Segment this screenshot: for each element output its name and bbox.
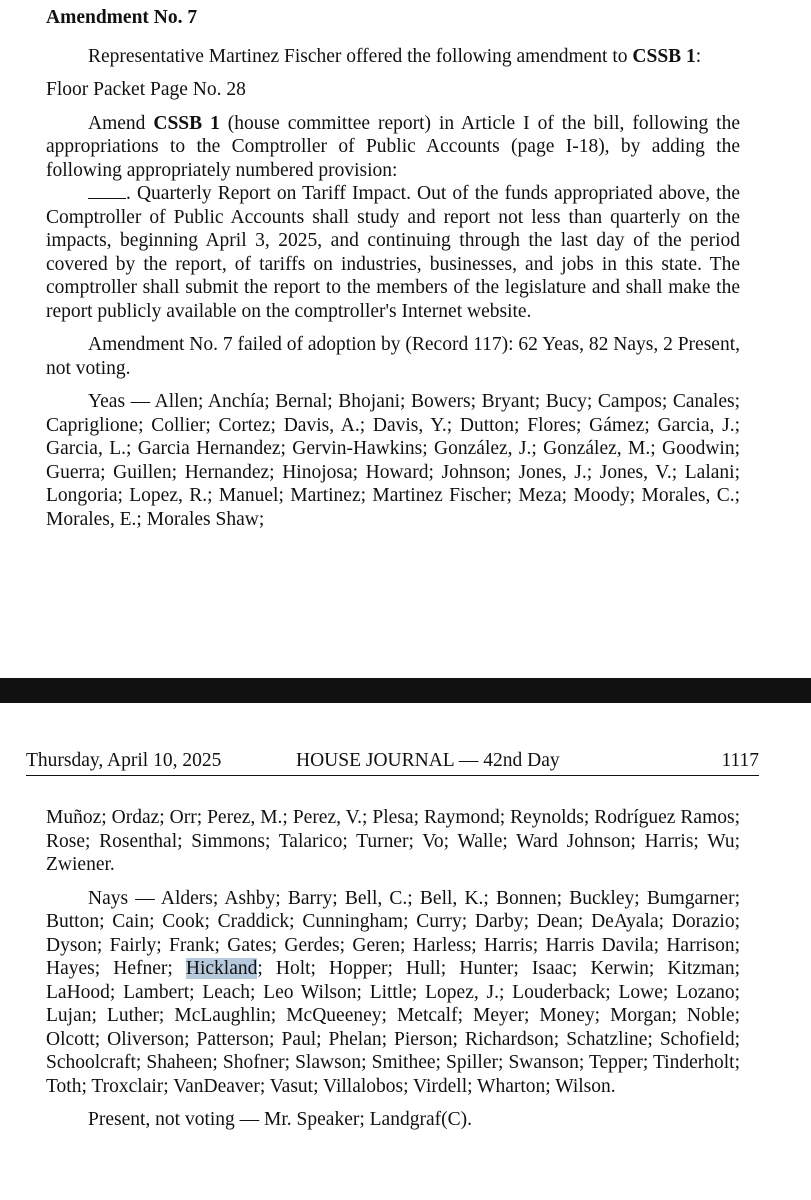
journal-page-bottom	[0, 703, 811, 1200]
header-date: Thursday, April 10, 2025	[26, 750, 222, 771]
header-page-number: 1117	[721, 750, 759, 771]
nays-list: Nays — Alders; Ashby; Barry; Bell, C.; Bell, K.; Bonnen; Buckley; Bumgarner; Button; Cain; Cook; Craddick; Cunningham; Curry; Darby; Dean; DeAyala; Dorazio; Dyson; Fairly; Frank; Gates; Gerdes; Geren; Harless; Harris; Harris Davila; Harrison; Hayes; Hefner; Hickland; Holt; Hopper; Hull; Hunter; Isaac; Kerwin; Kitzman; LaHood; Lambert; Leach; Leo Wilson; Little; Lopez, J.; Louderback; Lowe; Lozano; Lujan; Luther; McLaughlin; McQueeney; Metcalf; Meyer; Money; Morgan; Noble; Olcott; Oliverson; Patterson; Paul; Phelan; Pierson; Richardson; Schatzline; Schofield; Schoolcraft; Shaheen; Shofner; Slawson; Smithee; Spiller; Swanson; Tepper; Tinderholt; Toth; Troxclair; VanDeaver; Vasut; Villalobos; Virdell; Wharton; Wilson.	[46, 887, 740, 1097]
highlighted-name[interactable]: Hickland	[185, 958, 258, 979]
offer-paragraph: Representative Martinez Fischer offered the following amendment to CSSB 1:	[88, 45, 702, 67]
provision-paragraph: . Quarterly Report on Tariff Impact. Out of the funds appropriated above, the Comptroller of Public Accounts shall study and report not less than quarterly on the impacts, beginning April 3, 2025, and continuing through the last day of the period covered by the report, of tariffs on industries, businesses, and jobs in this state. The comptroller shall submit the report to the members of the legislature and shall make the report publicly available on the comptroller's Internet website.	[46, 183, 740, 322]
yeas-list-continued: Muñoz; Ordaz; Orr; Perez, M.; Perez, V.; Plesa; Raymond; Reynolds; Rodríguez Ramos; Rose; Rosenthal; Simmons; Talarico; Turner; Vo; Walle; Ward Johnson; Harris; Wu; Zwiener.	[46, 807, 740, 875]
amendment-title: Amendment No. 7	[46, 7, 198, 28]
floor-packet: Floor Packet Page No. 28	[46, 79, 246, 100]
votes-body	[46, 806, 740, 1132]
number-blank	[88, 184, 126, 199]
header-journal: HOUSE JOURNAL — 42nd Day	[296, 750, 560, 771]
vote-result: Amendment No. 7 failed of adoption by (Record 117): 62 Yeas, 82 Nays, 2 Present, not voting.	[46, 334, 740, 379]
page-break-divider	[0, 678, 811, 703]
present-not-voting: Present, not voting — Mr. Speaker; Landgraf(C).	[88, 1109, 472, 1130]
running-header	[26, 745, 759, 776]
amendment-body	[46, 6, 740, 531]
yeas-list: Yeas — Allen; Anchía; Bernal; Bhojani; Bowers; Bryant; Bucy; Campos; Canales; Capriglione; Collier; Cortez; Davis, A.; Davis, Y.; Dutton; Flores; Gámez; Garcia, J.; Garcia, L.; Garcia Hernandez; Gervin-Hawkins; González, J.; González, M.; Goodwin; Guerra; Guillen; Hernandez; Hinojosa; Howard; Johnson; Jones, J.; Jones, V.; Lalani; Longoria; Lopez, R.; Manuel; Martinez; Martinez Fischer; Meza; Moody; Morales, C.; Morales, E.; Morales Shaw;	[46, 391, 740, 530]
amend-paragraph: Amend CSSB 1 (house committee report) in Article I of the bill, following the appropriations to the Comptroller of Public Accounts (page I-18), by adding the following appropriately numbered provision:	[46, 112, 740, 181]
